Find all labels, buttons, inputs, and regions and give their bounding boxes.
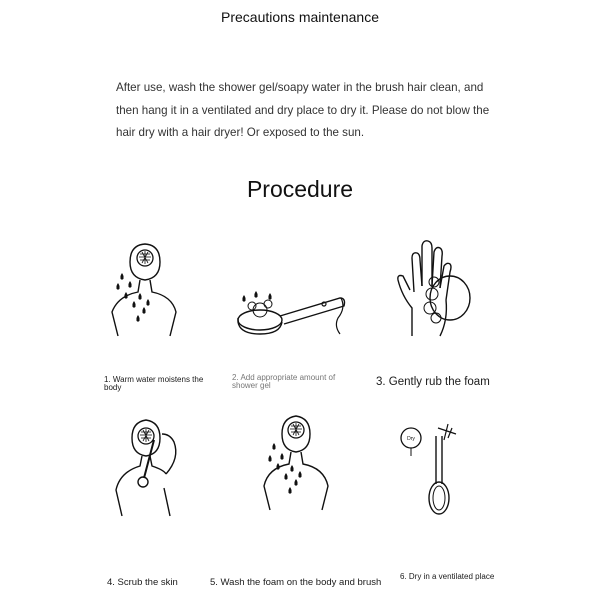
step-4-caption: 4. Scrub the skin [107, 577, 178, 588]
step-3-caption: 3. Gently rub the foam [376, 376, 490, 388]
step-5-caption: 5. Wash the foam on the body and brush [210, 577, 382, 588]
procedure-title: Procedure [246, 176, 354, 202]
brush-hanging-dry-icon [398, 420, 478, 520]
hand-rubbing-brush-icon [392, 236, 482, 340]
step-2-caption: 2. Add appropriate amount of shower gel [232, 373, 336, 390]
precautions-title: Precautions maintenance [221, 9, 379, 25]
person-scrubbing-back-icon [108, 412, 198, 524]
person-showering-icon [100, 240, 190, 345]
brush-with-gel-icon [232, 282, 352, 342]
precautions-text: After use, wash the shower gel/soapy water in the brush hair clean, and then hang it in a ventilated and dry place to dry it. Please do not blow the hair dry with a hair dryer! Or exposed to the sun. [116, 81, 490, 139]
dry-tag-label: Dry [407, 436, 415, 442]
step-6-caption: 6. Dry in a ventilated place [400, 572, 495, 581]
step-1-caption: 1. Warm water moistens the body [104, 375, 204, 392]
person-rinsing-icon [254, 410, 344, 520]
